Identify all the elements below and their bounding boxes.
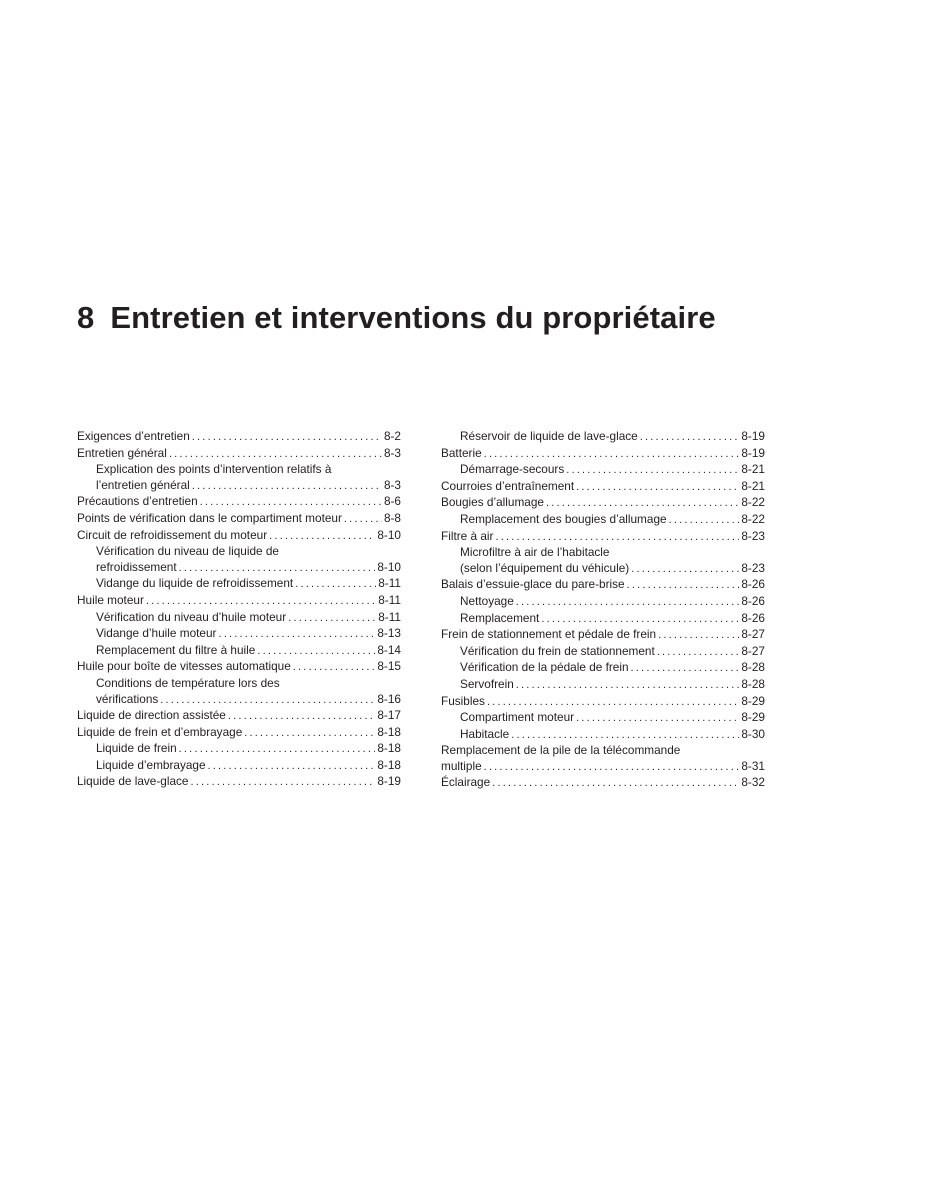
dot-leader xyxy=(516,595,740,611)
toc-entry-label: Huile moteur xyxy=(77,592,144,607)
toc-entry[interactable] xyxy=(441,529,765,546)
toc-entry-label: Bougies d’allumage xyxy=(441,495,544,510)
toc-left-column xyxy=(77,429,401,791)
toc-entry-label: Filtre à air xyxy=(441,528,494,543)
toc-entry-label: Servofrein xyxy=(460,676,514,691)
toc-entry-label: Remplacement du filtre à huile xyxy=(96,642,256,657)
toc-page-number: 8-30 xyxy=(741,726,765,741)
toc-entry-label: Vérification du niveau d’huile moteur xyxy=(96,609,287,624)
toc-entry[interactable] xyxy=(77,494,401,511)
toc-page-number: 8-19 xyxy=(377,774,401,789)
toc-entry[interactable] xyxy=(441,775,765,792)
toc-subentry[interactable] xyxy=(77,626,401,643)
toc-entry-label: Circuit de refroidissement du moteur xyxy=(77,527,268,542)
chapter-number: 8 xyxy=(77,300,95,335)
toc-entry-label: refroidissement xyxy=(96,559,177,574)
toc-entry-label-line1: Microfiltre à air de l’habitacle xyxy=(460,545,610,560)
toc-subentry[interactable] xyxy=(77,741,401,758)
dot-leader xyxy=(640,430,740,446)
toc-entry-label: (selon l’équipement du véhicule) xyxy=(460,560,630,575)
toc-page-number: 8-11 xyxy=(378,576,401,591)
toc-entry-label: Compartiment moteur xyxy=(460,710,575,725)
toc-subentry[interactable] xyxy=(77,758,401,775)
dot-leader xyxy=(191,775,376,791)
dot-leader xyxy=(484,447,740,463)
toc-subentry[interactable] xyxy=(77,643,401,660)
dot-leader xyxy=(484,760,740,776)
toc-page-number: 8-21 xyxy=(741,478,765,493)
toc-subentry[interactable] xyxy=(441,512,765,529)
toc-page-number: 8-32 xyxy=(741,775,765,790)
toc-entry-label: Points de vérification dans le compartiment moteur xyxy=(77,510,342,525)
toc-page-number: 8-3 xyxy=(383,477,401,492)
toc-page-number: 8-22 xyxy=(741,495,765,510)
toc-entry-label: Batterie xyxy=(441,445,482,460)
toc-subentry[interactable] xyxy=(77,462,401,494)
toc-page-number: 8-29 xyxy=(741,693,765,708)
toc-entry-label: Remplacement des bougies d’allumage xyxy=(460,511,667,526)
toc-entry-label: Vidange d’huile moteur xyxy=(96,626,217,641)
toc-page-number: 8-14 xyxy=(377,642,401,657)
toc-entry-label: Remplacement xyxy=(460,610,540,625)
toc-page-number: 8-26 xyxy=(741,610,765,625)
toc-page-number: 8-10 xyxy=(377,559,401,574)
dot-leader xyxy=(576,480,739,496)
toc-entry-label: Habitacle xyxy=(460,726,510,741)
toc-subentry[interactable] xyxy=(441,545,765,577)
toc-page-number: 8-28 xyxy=(741,660,765,675)
toc-subentry[interactable] xyxy=(441,611,765,628)
toc-page-number: 8-26 xyxy=(741,577,765,592)
dot-leader xyxy=(228,709,376,725)
toc-page-number: 8-23 xyxy=(741,528,765,543)
toc-page-number: 8-18 xyxy=(377,757,401,772)
toc-subentry[interactable] xyxy=(441,594,765,611)
dot-leader xyxy=(627,578,740,594)
toc-page-number: 8-6 xyxy=(383,494,401,509)
dot-leader xyxy=(657,645,740,661)
toc-entry[interactable] xyxy=(77,708,401,725)
dot-leader xyxy=(218,627,375,643)
toc-entry-label: Fusibles xyxy=(441,693,485,708)
toc-subentry[interactable] xyxy=(441,429,765,446)
toc-subentry[interactable] xyxy=(441,677,765,694)
toc-page-number: 8-29 xyxy=(741,710,765,725)
toc-entry-label: Précautions d’entretien xyxy=(77,494,198,509)
dot-leader xyxy=(269,529,375,545)
dot-leader xyxy=(179,742,376,758)
toc-entry-label: Entretien général xyxy=(77,445,167,460)
toc-entry-label: Liquide de lave-glace xyxy=(77,774,189,789)
dot-leader xyxy=(631,661,740,677)
toc-entry[interactable] xyxy=(441,495,765,512)
toc-entry-label: Exigences d’entretien xyxy=(77,429,190,443)
dot-leader xyxy=(576,711,739,727)
dot-leader xyxy=(658,628,739,644)
toc-page-number: 8-11 xyxy=(378,592,401,607)
dot-leader xyxy=(492,776,739,792)
toc-subentry[interactable] xyxy=(77,610,401,627)
toc-entry[interactable] xyxy=(441,479,765,496)
toc-page-number: 8-19 xyxy=(741,429,765,443)
dot-leader xyxy=(669,513,740,529)
toc-page-number: 8-18 xyxy=(377,741,401,756)
dot-leader xyxy=(192,479,382,495)
toc-page-number: 8-13 xyxy=(377,626,401,641)
dot-leader xyxy=(244,726,375,742)
toc-entry[interactable] xyxy=(77,659,401,676)
dot-leader xyxy=(541,612,739,628)
dot-leader xyxy=(192,430,382,446)
toc-entry-label: l’entretien général xyxy=(96,477,190,492)
toc-subentry[interactable] xyxy=(441,710,765,727)
toc-entry-label: Liquide d’embrayage xyxy=(96,757,206,772)
toc-entry-label: Démarrage-secours xyxy=(460,462,565,477)
dot-leader xyxy=(487,695,739,711)
toc-entry-label: Liquide de direction assistée xyxy=(77,708,226,723)
toc-page-number: 8-2 xyxy=(383,429,401,443)
toc-entry[interactable] xyxy=(77,446,401,463)
dot-leader xyxy=(288,611,376,627)
toc-page-number: 8-3 xyxy=(383,445,401,460)
dot-leader xyxy=(200,495,382,511)
toc-entry[interactable] xyxy=(441,743,765,775)
toc-entry-label: Réservoir de liquide de lave-glace xyxy=(460,429,638,443)
toc-entry[interactable] xyxy=(77,528,401,545)
dot-leader xyxy=(631,562,739,578)
toc-entry-label: Huile pour boîte de vitesses automatique xyxy=(77,659,291,674)
toc-entry[interactable] xyxy=(77,511,401,528)
toc-page-number: 8-31 xyxy=(741,758,765,773)
toc-page-number: 8-21 xyxy=(741,462,765,477)
toc-page-number: 8-17 xyxy=(377,708,401,723)
dot-leader xyxy=(546,496,739,512)
chapter-title-text: Entretien et interventions du propriétaire xyxy=(110,300,716,335)
toc-entry[interactable] xyxy=(77,774,401,791)
toc-entry-label: vérifications xyxy=(96,691,159,706)
toc-subentry[interactable] xyxy=(441,660,765,677)
toc-entry-label: Nettoyage xyxy=(460,593,514,608)
toc-subentry[interactable] xyxy=(77,576,401,593)
toc-page-number: 8-15 xyxy=(377,659,401,674)
toc-entry[interactable] xyxy=(441,446,765,463)
toc-entry-label-line1: Vérification du niveau de liquide de xyxy=(96,544,279,559)
toc-entry-label: Éclairage xyxy=(441,775,491,790)
dot-leader xyxy=(160,693,375,709)
toc-page-number: 8-26 xyxy=(741,593,765,608)
dot-leader xyxy=(169,447,382,463)
toc-page-number: 8-8 xyxy=(383,510,401,525)
dot-leader xyxy=(179,561,376,577)
toc-entry[interactable] xyxy=(441,627,765,644)
dot-leader xyxy=(208,759,376,775)
toc-entry[interactable] xyxy=(441,694,765,711)
toc-entry-label-line1: Explication des points d’intervention relatifs à xyxy=(96,462,332,477)
dot-leader xyxy=(257,644,375,660)
dot-leader xyxy=(295,577,376,593)
dot-leader xyxy=(146,594,376,610)
toc-entry[interactable] xyxy=(441,577,765,594)
toc-entry-label: Liquide de frein xyxy=(96,741,177,756)
dot-leader xyxy=(516,678,740,694)
toc-subentry[interactable] xyxy=(441,462,765,479)
toc-subentry[interactable] xyxy=(441,644,765,661)
dot-leader xyxy=(293,660,376,676)
toc-entry-label-line1: Remplacement de la pile de la télécommande xyxy=(441,743,681,758)
toc-entry-label: Vérification de la pédale de frein xyxy=(460,660,629,675)
dot-leader xyxy=(344,512,382,528)
toc-entry[interactable] xyxy=(77,593,401,610)
toc-entry-label: Frein de stationnement et pédale de frein xyxy=(441,627,657,642)
dot-leader xyxy=(511,728,739,744)
toc-entry[interactable] xyxy=(77,429,401,446)
toc-page-number: 8-10 xyxy=(377,527,401,542)
toc-entry-label: Courroies d’entraînement xyxy=(441,478,575,493)
toc-entry-label: Balais d’essuie-glace du pare-brise xyxy=(441,577,625,592)
toc-page-number: 8-28 xyxy=(741,676,765,691)
toc-subentry[interactable] xyxy=(77,676,401,708)
toc-entry-label: multiple xyxy=(441,758,482,773)
toc-page-number: 8-22 xyxy=(741,511,765,526)
toc-entry-label: Vidange du liquide de refroidissement xyxy=(96,576,294,591)
toc-entry-label: Vérification du frein de stationnement xyxy=(460,643,655,658)
toc-page-number: 8-16 xyxy=(377,691,401,706)
chapter-title xyxy=(77,296,716,340)
toc-page-number: 8-23 xyxy=(741,560,765,575)
toc-subentry[interactable] xyxy=(77,544,401,576)
toc-page-number: 8-11 xyxy=(378,609,401,624)
toc-entry-label: Liquide de frein et d’embrayage xyxy=(77,724,243,739)
toc-subentry[interactable] xyxy=(441,727,765,744)
toc-page-number: 8-27 xyxy=(741,643,765,658)
dot-leader xyxy=(495,530,739,546)
toc-entry-label-line1: Conditions de température lors des xyxy=(96,675,280,690)
toc-entry[interactable] xyxy=(77,725,401,742)
toc-page-number: 8-19 xyxy=(741,445,765,460)
dot-leader xyxy=(566,463,739,479)
toc-page-number: 8-18 xyxy=(377,724,401,739)
toc-page-number: 8-27 xyxy=(741,627,765,642)
toc-right-column xyxy=(441,429,765,792)
